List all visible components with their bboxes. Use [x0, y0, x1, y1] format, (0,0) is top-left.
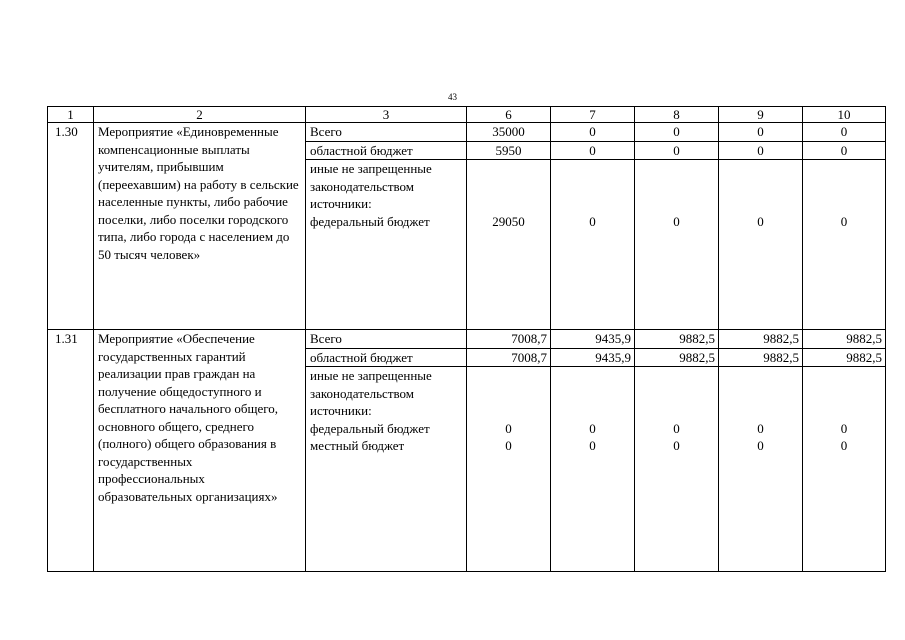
value: 0 [757, 420, 764, 436]
value-cell: 0 [551, 141, 635, 160]
value: 0 [505, 438, 512, 453]
header-cell: 3 [306, 107, 467, 123]
source-label: Всего [306, 330, 467, 349]
row-number: 1.31 [48, 330, 94, 572]
value-cell [719, 367, 803, 572]
value: 0 [589, 438, 596, 453]
value-cell: 9435,9 [551, 330, 635, 349]
value-cell: 9882,5 [803, 330, 886, 349]
value: 0 [589, 213, 596, 229]
value-cell: 0 [551, 123, 635, 142]
header-row [48, 107, 886, 123]
value-cell: 9882,5 [719, 348, 803, 367]
value: 0 [840, 213, 848, 229]
budget-table [47, 106, 886, 572]
value-cell: 0 [803, 123, 886, 142]
value-cell: 0 [719, 141, 803, 160]
value: 0 [505, 420, 512, 436]
source-label: областной бюджет [306, 141, 467, 160]
value-cell [803, 367, 886, 572]
value: 0 [673, 213, 680, 229]
value: 0 [840, 438, 848, 453]
header-cell: 2 [94, 107, 306, 123]
table-row [48, 330, 886, 349]
value: 0 [757, 213, 764, 229]
value: 29050 [492, 213, 525, 229]
header-cell: 7 [551, 107, 635, 123]
value: 0 [673, 438, 680, 453]
value-cell: 9882,5 [719, 330, 803, 349]
source-cell [306, 367, 467, 572]
value-cell: 35000 [467, 123, 551, 142]
value-cell: 0 [635, 141, 719, 160]
row-description: Мероприятие «Обеспечение государственных гарантий реализации прав граждан на получение общедоступного и бесплатного начального общего, основного общего, среднего (полного) общего образования в государственных профессиональных образовательных организациях» [94, 330, 306, 572]
value-cell: 0 [803, 141, 886, 160]
header-cell: 1 [48, 107, 94, 123]
value: 0 [589, 420, 596, 436]
header-cell: 6 [467, 107, 551, 123]
table-row [48, 123, 886, 142]
header-cell: 9 [719, 107, 803, 123]
value-cell [719, 160, 803, 330]
source-label: федеральный бюджет [310, 213, 430, 229]
source-label: Всего [306, 123, 467, 142]
value-cell: 5950 [467, 141, 551, 160]
row-number: 1.30 [48, 123, 94, 330]
page-number: 43 [448, 92, 457, 102]
value-cell [635, 367, 719, 572]
source-cell [306, 160, 467, 330]
value-cell: 0 [719, 123, 803, 142]
value-cell: 0 [635, 123, 719, 142]
source-label: иные не запрещенные законодательством источники: [310, 368, 432, 418]
value-cell [467, 367, 551, 572]
value-cell: 9435,9 [551, 348, 635, 367]
value-cell [551, 367, 635, 572]
value-cell: 9882,5 [803, 348, 886, 367]
value-cell [635, 160, 719, 330]
value-cell: 7008,7 [467, 330, 551, 349]
value-cell [467, 160, 551, 330]
value: 0 [757, 438, 764, 453]
source-label: местный бюджет [310, 438, 405, 453]
value: 0 [673, 420, 680, 436]
value-cell: 7008,7 [467, 348, 551, 367]
value-cell [551, 160, 635, 330]
source-label: федеральный бюджет [310, 420, 430, 436]
value: 0 [840, 420, 848, 436]
source-label: областной бюджет [306, 348, 467, 367]
value-cell: 9882,5 [635, 348, 719, 367]
source-label: иные не запрещенные законодательством источники: [310, 161, 432, 211]
value-cell: 9882,5 [635, 330, 719, 349]
header-cell: 10 [803, 107, 886, 123]
row-description: Мероприятие «Единовременные компенсационные выплаты учителям, прибывшим (переехавшим) на работу в сельские населенные пункты, либо рабочие поселки, либо поселки городского типа, либо города с населением до 50 тысяч человек» [94, 123, 306, 330]
value-cell [803, 160, 886, 330]
header-cell: 8 [635, 107, 719, 123]
